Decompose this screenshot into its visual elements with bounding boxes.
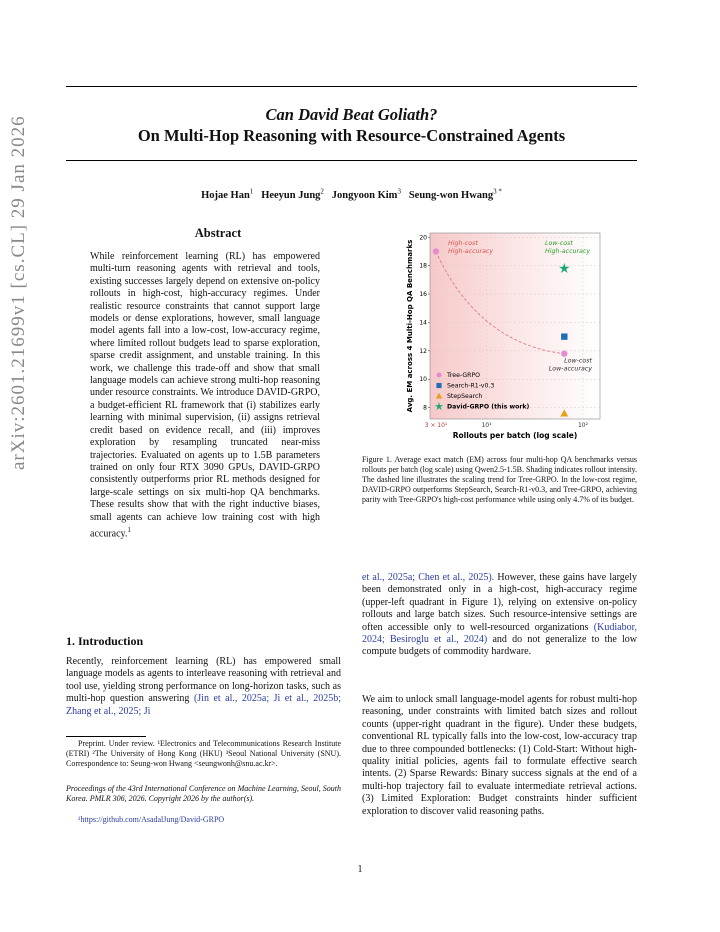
x-axis-label: Rollouts per batch (log scale) — [452, 431, 578, 440]
x-tick-labels — [425, 422, 589, 429]
title-top-rule — [66, 86, 637, 87]
y-axis-label: Avg. EM across 4 Multi-Hop QA Benchmarks — [406, 239, 414, 413]
legend-label: Search-R1-v0.3 — [447, 382, 495, 390]
y-tick-label: 18 — [419, 262, 427, 270]
intro-paragraph-continued: et al., 2025a; Chen et al., 2025). However, these gains have largely been demonstrated only in a high-cost, high-accuracy regime (upper-left quadrant in Figure 1), relying on extensive on-policy rollouts and large batch sizes. Such resource-intensive settings are often accessible only to well-resourced organizations (Kudiabor, 2024; Besiroglu et al., 2024) and do not generalize to the low compute budgets of commodity hardware. — [362, 572, 637, 658]
title-bottom-rule — [66, 160, 637, 161]
y-tick-label: 8 — [423, 404, 427, 412]
title-line-1: Can David Beat Goliath? — [265, 105, 438, 124]
author: Hojae Han$^1$ — [201, 187, 254, 201]
figure-1-chart — [362, 228, 637, 448]
citation-link[interactable]: et al., 2025a; Chen et al., 2025). — [362, 572, 495, 583]
region-annotation-text: High-accuracy — [545, 248, 591, 255]
citation-link[interactable]: (Jin et al., 2025a; Ji et al., 2025b; Zhang et al., 2025; Ji — [66, 693, 341, 717]
data-point-square — [561, 333, 567, 339]
intro-paragraph: Recently, reinforcement learning (RL) has empowered small language models as agents to interleave reasoning with retrieval and tool use, yielding strong performance on long-horizon tasks, such as multi-hop question answering (Jin et al., 2025a; Ji et al., 2025b; Zhang et al., 2025; Ji — [66, 656, 341, 717]
y-tick-labels — [419, 234, 430, 411]
region-annotation-text: Low-cost — [545, 240, 573, 247]
legend-marker — [436, 372, 441, 377]
citation-link[interactable]: (Kudiabor, 2024; Besiroglu et al., 2024) — [362, 621, 637, 646]
y-tick-label: 20 — [419, 234, 427, 242]
footnote-url[interactable]: ¹https://github.com/AsadalJung/David-GRPO — [78, 815, 225, 824]
region-annotation-text: High-accuracy — [448, 248, 494, 255]
legend-label: StepSearch — [447, 393, 483, 401]
footnote-proceedings: Proceedings of the 43rd International Conference on Machine Learning, Seoul, South Korea. PMLR 306, 2026. Copyright 2026 by the author(s). — [66, 784, 341, 803]
footnote-rule — [66, 736, 146, 737]
abstract-heading: Abstract — [194, 226, 242, 240]
plot-area — [430, 233, 600, 419]
title-line-2: On Multi-Hop Reasoning with Resource-Constrained Agents — [137, 126, 566, 145]
footnote-affiliations: Preprint. Under review. ¹Electronics and Telecommunications Research Institute (ETRI) ²The University of Hong Kong (HKU) ³Seoul National University (SNU). Correspondence to: Seung-won Hwang <seungwonh@snu.ac.kr>. — [66, 739, 341, 768]
intro-paragraph-2: We aim to unlock small language-model agents for robust multi-hop reasoning, under constraints with limited batch sizes and rollout counts (upper-right quadrant in the figure). Under these budgets, conventional RL typically falls into the low-cost, low-accuracy trap due to three compounded bottlenecks: (1) Cold-Start: Without high-quality initial policies, agents fail to formulate effective search intents. (2) Sparse Rewards: Binary success signals at the end of a multi-hop trajectory fail to evaluate intermediate retrieval actions. (3) Limited Exploration: Budget constraints hinder sufficient exploration to discover valid reasoning paths. — [362, 694, 637, 817]
arxiv-sidebar — [8, 115, 48, 490]
y-tick-label: 12 — [419, 347, 427, 355]
arxiv-id: arXiv:2601.21699v1 [cs.CL] 29 Jan 2026 — [8, 115, 29, 470]
data-point-circle — [433, 248, 439, 254]
data-point-circle — [561, 350, 567, 356]
author-list — [66, 187, 637, 201]
figure-1-caption: Figure 1. Average exact match (EM) across four multi-hop QA benchmarks versus rollouts per batch (log scale) using Qwen2.5-1.5B. Shading indicates rollout intensity. The dashed line illustrates the scaling trend for Tree-GRPO. In the low-cost regime, DAVID-GRPO outperforms StepSearch, Search-R1-v0.3, and Tree-GRPO, achieving parity with Tree-GRPO's high-cost performance while using only 4.7% of its budget. — [362, 455, 637, 504]
region-annotation-text: High-cost — [448, 240, 478, 247]
legend-marker — [436, 383, 441, 388]
author: Seung-won Hwang$^{3 *}$ — [408, 187, 502, 201]
y-tick-label: 14 — [419, 319, 427, 327]
y-tick-label: 16 — [419, 291, 427, 299]
region-annotation-text: Low-cost — [564, 357, 592, 365]
abstract-text: While reinforcement learning (RL) has empowered multi-turn reasoning agents with retrieval and tools, existing successes largely depend on extensive on-policy rollouts in high-cost, high-accuracy regimes. Under realistic resource constraints that cannot support large models or dense explorations, however, small language model agents fall into a low-cost, low-accuracy regime, where limited rollout budgets lead to sparse exploration, sparse credit assignment, and unstable training. In this work, we challenge this trade-off and show that small language models can achieve strong multi-hop reasoning under resource constraints. We introduce DAVID-GRPO, a budget-efficient RL framework that (i) stabilizes early learning with minimal supervision, (ii) assigns retrieval credit based on evidence recall, and (iii) improves exploration by resampling truncated near-miss trajectories. Evaluated on agents up to 1.5B parameters trained on only four RTX 3090 GPUs, DAVID-GRPO consistently outperforms prior RL methods designed for large-scale settings on six multi-hop QA benchmarks. These results show that with the right inductive biases, small agents can achieve low training cost with high accuracy.$^1$ — [90, 251, 320, 540]
x-tick-label: 10² — [577, 422, 589, 429]
legend-label: David-GRPO (this work) — [447, 403, 530, 411]
x-tick-label: 10¹ — [481, 422, 492, 429]
author: Jongyoon Kim$^3$ — [331, 187, 401, 201]
x-tick-label: 3 × 10¹ — [424, 422, 448, 429]
footnote-mark: 1 — [127, 525, 131, 534]
y-tick-label: 10 — [419, 376, 427, 384]
page-number: 1 — [357, 864, 363, 875]
author: Heeyun Jung$^2$ — [261, 187, 324, 201]
section-heading-introduction: 1. Introduction — [66, 634, 144, 648]
legend-label: Tree-GRPO — [447, 372, 481, 380]
region-annotation-text: Low-accuracy — [548, 365, 592, 373]
